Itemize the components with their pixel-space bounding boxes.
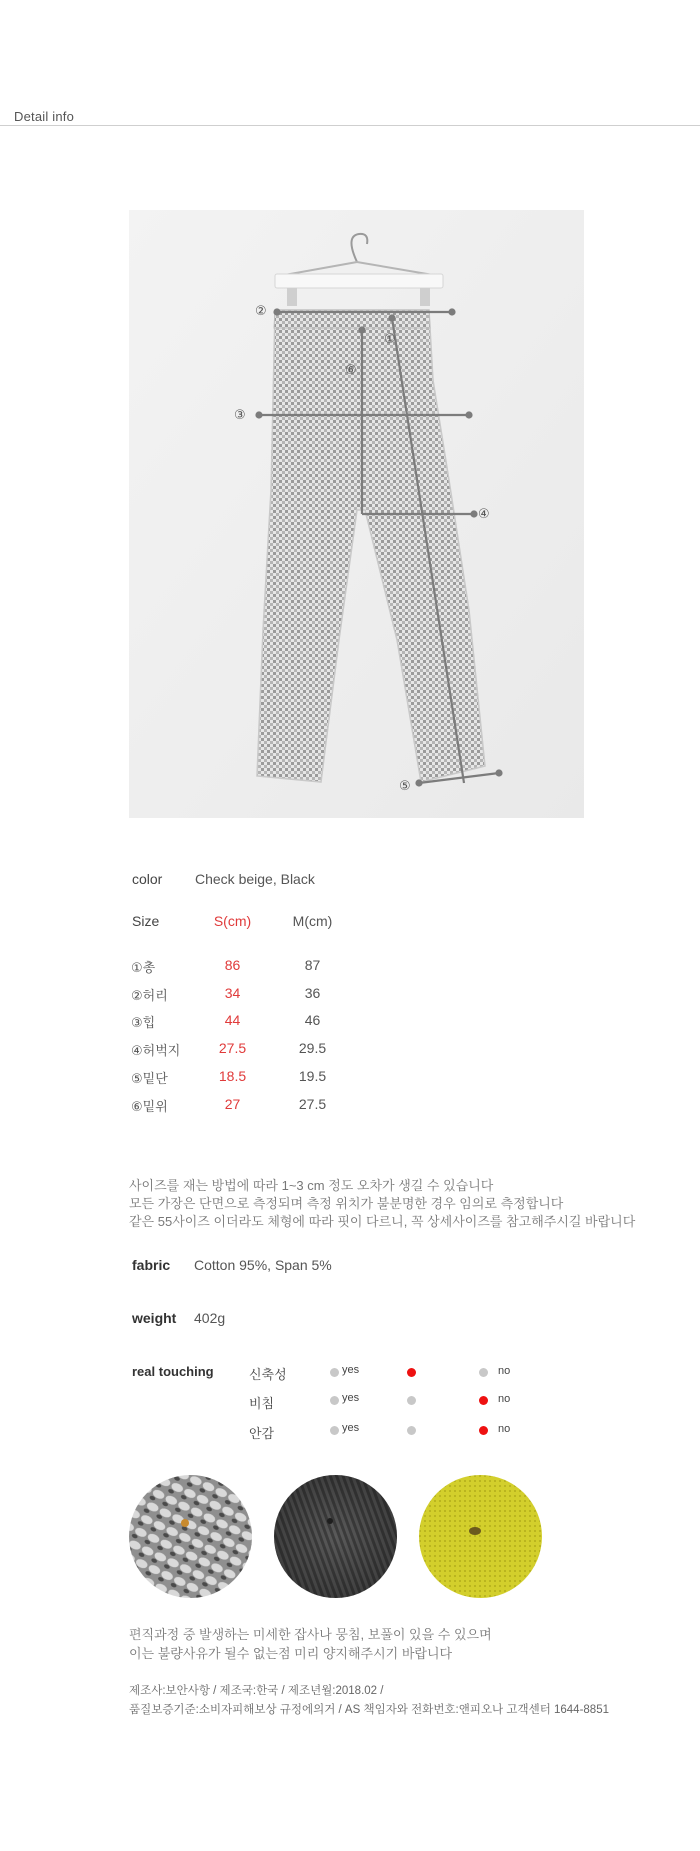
size-row-s-value: 44 [224, 1012, 241, 1028]
size-row-label: ④허벅지 [131, 1043, 181, 1058]
color-label: color [132, 871, 163, 887]
yes-dot [330, 1396, 339, 1405]
size-header-s: S(cm) [213, 913, 252, 929]
middle-dot-selected [407, 1368, 416, 1377]
fabric-value: Cotton 95%, Span 5% [194, 1257, 332, 1273]
real-touching-item-name: 안감 [249, 1426, 275, 1441]
size-header-label: Size [132, 913, 160, 929]
size-row-s-value: 27 [224, 1096, 241, 1112]
fabric-label: fabric [132, 1257, 171, 1273]
size-row-s-value: 18.5 [218, 1068, 247, 1084]
middle-dot [407, 1426, 416, 1435]
fabric-swatch-knit-gray [129, 1475, 252, 1598]
size-row-s-value: 34 [224, 985, 241, 1001]
weight-label: weight [132, 1310, 177, 1326]
fabric-swatch-dark-gray [274, 1475, 397, 1598]
middle-dot [407, 1396, 416, 1405]
no-dot-selected [479, 1396, 488, 1405]
no-dot [479, 1368, 488, 1377]
size-row-s-value: 86 [224, 957, 241, 973]
real-touching-label: real touching [132, 1364, 214, 1379]
size-header-m: M(cm) [292, 913, 333, 929]
marker-1: ① [384, 331, 396, 346]
color-value: Check beige, Black [195, 871, 315, 887]
no-label: no [498, 1365, 511, 1377]
size-row-label: ③힙 [131, 1015, 156, 1030]
size-note: 같은 55사이즈 이더라도 체형에 따라 핏이 다르니, 꼭 상세사이즈를 참고해주시길 바랍니다 [129, 1214, 636, 1229]
marker-6: ⑥ [345, 362, 357, 377]
yes-label: yes [342, 1364, 360, 1376]
marker-3: ③ [234, 407, 246, 422]
no-label: no [498, 1423, 511, 1435]
size-note: 사이즈를 재는 방법에 따라 1~3 cm 정도 오차가 생길 수 있습니다 [129, 1178, 494, 1193]
product-measurement-image [129, 210, 584, 818]
size-row-m-value: 87 [304, 957, 321, 973]
fabric-note: 편직과정 중 발생하는 미세한 잡사나 뭉침, 보풀이 있을 수 있으며 [129, 1627, 492, 1642]
yes-label: yes [342, 1422, 360, 1434]
real-touching-item-name: 신축성 [249, 1367, 287, 1382]
size-row-m-value: 46 [304, 1012, 321, 1028]
size-row-m-value: 29.5 [298, 1040, 327, 1056]
size-row-m-value: 36 [304, 985, 321, 1001]
yes-label: yes [342, 1392, 360, 1404]
size-note: 모든 가장은 단면으로 측정되며 측정 위치가 불분명한 경우 임의로 측정합니다 [129, 1196, 564, 1211]
footer-line: 제조사:보안사항 / 제조국:한국 / 제조년월:2018.02 / [129, 1685, 384, 1697]
marker-5: ⑤ [399, 778, 411, 793]
size-row-label: ②허리 [131, 988, 168, 1003]
fabric-note: 이는 불량사유가 될수 없는점 미리 양지해주시기 바랍니다 [129, 1646, 453, 1661]
size-row-label: ⑥밑위 [131, 1099, 168, 1114]
yes-dot [330, 1426, 339, 1435]
no-dot-selected [479, 1426, 488, 1435]
fabric-swatch-yellow [419, 1475, 542, 1598]
size-row-m-value: 19.5 [298, 1068, 327, 1084]
footer-line: 품질보증기준:소비자피해보상 규정에의거 / AS 책임자와 전화번호:앤피오나 고객센터 1644-8851 [129, 1704, 609, 1716]
marker-2: ② [255, 303, 267, 318]
marker-4: ④ [478, 506, 490, 521]
size-row-s-value: 27.5 [218, 1040, 247, 1056]
real-touching-item-name: 비침 [249, 1396, 275, 1411]
size-row-label: ①총 [131, 960, 156, 975]
yes-dot [330, 1368, 339, 1377]
header-divider [0, 125, 700, 126]
weight-value: 402g [194, 1310, 226, 1326]
section-title: Detail info [14, 109, 75, 124]
size-row-m-value: 27.5 [298, 1096, 327, 1112]
size-row-label: ⑤밑단 [131, 1071, 168, 1086]
no-label: no [498, 1393, 511, 1405]
